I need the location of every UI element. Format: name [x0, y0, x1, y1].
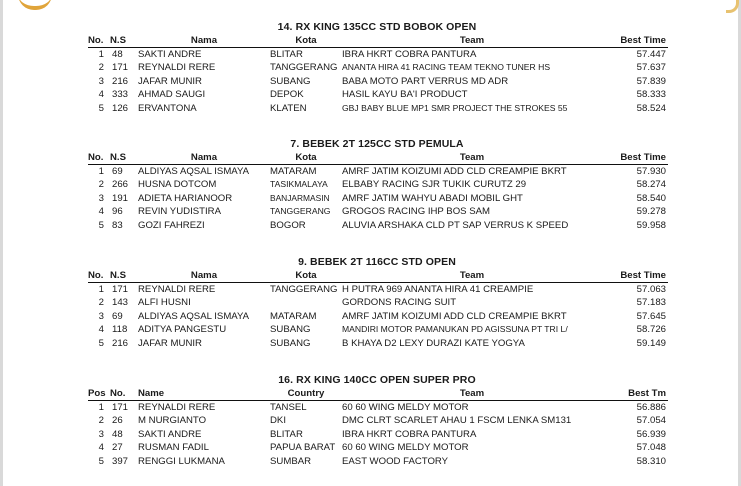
cell-kota: BLITAR: [270, 49, 303, 60]
cell-name: RUSMAN FADIL: [138, 442, 209, 454]
header-row: [88, 270, 668, 283]
cell-no: 1: [98, 284, 104, 295]
cell-no: 27: [112, 442, 123, 454]
cell-nama: ALDIYAS AQSAL ISMAYA: [138, 166, 250, 177]
cell-time: 57.447: [636, 49, 666, 60]
cell-ns: 69: [112, 310, 123, 322]
cell-pos: 5: [98, 455, 104, 467]
cell-kota: KLATEN: [270, 102, 307, 114]
cell-team: ELBABY RACING SJR TUKIK CURUTZ 29: [342, 179, 527, 191]
col-nama: Nama: [138, 152, 270, 165]
table-row: [88, 178, 668, 191]
table-row: [88, 88, 668, 101]
cell-team: MANDIRI MOTOR PAMANUKAN PD AGISSUNA PT TRI L/: [342, 324, 568, 335]
table-row: [88, 441, 668, 454]
cell-country: PAPUA BARAT: [270, 442, 336, 454]
cell-nama: ALFI HUSNI: [138, 297, 191, 309]
cell-time: 58.726: [636, 324, 666, 336]
cell-no: 2: [98, 179, 104, 191]
cell-name: M NURGIANTO: [138, 415, 207, 427]
cell-ns: 118: [112, 324, 128, 336]
table-row: [88, 414, 668, 427]
col-team: Team: [342, 388, 602, 401]
cell-team: 60 60 WING MELDY MOTOR: [342, 402, 469, 413]
race-title: 9. BEBEK 2T 116CC STD OPEN: [298, 256, 456, 268]
cell-team: GORDONS RACING SUIT: [342, 297, 457, 309]
cell-time: 56.886: [636, 402, 666, 413]
cell-nama: JAFAR MUNIR: [138, 337, 202, 349]
cell-kota: MATARAM: [270, 310, 317, 322]
cell-team: B KHAYA D2 LEXY DURAZI KATE YOGYA: [342, 337, 525, 349]
cell-time: 59.149: [636, 337, 666, 349]
table-row: [88, 455, 668, 468]
cell-kota: TANGGERANG: [270, 62, 338, 74]
cell-no: 3: [98, 192, 104, 204]
table-row: [88, 323, 668, 336]
cell-ns: 333: [112, 89, 129, 101]
col-best-time: Best Time: [602, 35, 668, 48]
cell-time: 59.278: [636, 206, 666, 218]
cell-name: SAKTI ANDRE: [138, 428, 202, 440]
col-team: Team: [342, 152, 602, 165]
cell-no: 5: [98, 337, 104, 349]
cell-time: 59.958: [636, 219, 666, 231]
logo-swoosh: [18, 0, 52, 10]
cell-time: 58.540: [636, 192, 666, 204]
cell-ns: 48: [112, 49, 123, 60]
table-row: [88, 192, 668, 205]
cell-nama: ADIETA HARIANOOR: [138, 192, 233, 204]
cell-time: 57.054: [636, 415, 666, 427]
results-table: [88, 152, 668, 232]
cell-time: 58.524: [636, 102, 666, 114]
table-row: [88, 401, 668, 415]
cell-kota: TANGGERANG: [270, 206, 331, 217]
table-row: [88, 337, 668, 350]
cell-team: GROGOS RACING IHP BOS SAM: [342, 206, 491, 218]
col-no: No.: [88, 35, 110, 48]
cell-nama: REYNALDI RERE: [138, 284, 216, 295]
cell-time: 57.839: [636, 75, 666, 87]
cell-time: 58.333: [636, 89, 666, 101]
cell-no: 2: [98, 62, 104, 74]
cell-ns: 216: [112, 75, 129, 87]
cell-ns: 143: [112, 297, 129, 309]
cell-team: DMC CLRT SCARLET AHAU 1 FSCM LENKA SM131: [342, 415, 572, 427]
cell-ns: 191: [112, 192, 129, 204]
cell-no: 48: [112, 428, 123, 440]
cell-no: 5: [98, 102, 104, 114]
cell-time: 57.183: [636, 297, 666, 309]
table-row: [88, 296, 668, 309]
cell-nama: AHMAD SAUGI: [138, 89, 206, 101]
col-ns: N.S: [110, 270, 138, 283]
cell-kota: SUBANG: [270, 324, 311, 336]
cell-kota: TASIKMALAYA: [270, 179, 328, 190]
race-title: 16. RX KING 140CC OPEN SUPER PRO: [278, 374, 476, 386]
cell-no: 4: [98, 206, 104, 218]
table-row: [88, 48, 668, 62]
cell-nama: REVIN YUDISTIRA: [138, 206, 221, 218]
results-table: [88, 388, 668, 468]
cell-nama: REYNALDI RERE: [138, 62, 216, 74]
cell-time: 57.645: [636, 310, 666, 322]
cell-no: 397: [112, 455, 129, 467]
col-ns: N.S: [110, 152, 138, 165]
header-row: [88, 152, 668, 165]
col-nama: Nama: [138, 35, 270, 48]
col-kota: Kota: [270, 152, 342, 165]
cell-team: HASIL KAYU BA'I PRODUCT: [342, 89, 468, 101]
cell-name: RENGGI LUKMANA: [138, 455, 225, 467]
cell-time: 57.063: [636, 284, 666, 295]
cell-time: 57.637: [636, 62, 666, 74]
cell-no: 4: [98, 324, 104, 336]
cell-pos: 2: [98, 415, 104, 427]
col-pos: Pos: [88, 388, 110, 401]
header-row: [88, 388, 668, 401]
col-team: Team: [342, 270, 602, 283]
cell-country: TANSEL: [270, 402, 307, 413]
cell-kota: BOGOR: [270, 219, 306, 231]
cell-country: BLITAR: [270, 428, 303, 440]
cell-kota: MATARAM: [270, 166, 317, 177]
cell-no: 26: [112, 415, 123, 427]
results-table: [88, 270, 668, 350]
cell-no: 171: [112, 402, 129, 413]
cell-team: IBRA HKRT COBRA PANTURA: [342, 428, 477, 440]
cell-nama: SAKTI ANDRE: [138, 49, 202, 60]
cell-team: ALUVIA ARSHAKA CLD PT SAP VERRUS K SPEED: [342, 219, 569, 231]
col-name: Name: [138, 388, 270, 401]
col-best-tm: Best Tm: [602, 388, 668, 401]
race-section-bebek-125: [88, 136, 666, 232]
table-row: [88, 102, 668, 115]
cell-team: H PUTRA 969 ANANTA HIRA 41 CREAMPIE: [342, 284, 534, 295]
col-nama: Nama: [138, 270, 270, 283]
header-decoration: [0, 0, 741, 10]
cell-team: IBRA HKRT COBRA PANTURA: [342, 49, 477, 60]
race-section-bebek-116: [88, 254, 666, 350]
cell-no: 2: [98, 297, 104, 309]
cell-time: 58.310: [636, 455, 666, 467]
col-best-time: Best Time: [602, 152, 668, 165]
cell-nama: JAFAR MUNIR: [138, 75, 202, 87]
cell-team: ANANTA HIRA 41 RACING TEAM TEKNO TUNER HS: [342, 62, 551, 73]
cell-pos: 4: [98, 442, 104, 454]
cell-no: 5: [98, 219, 104, 231]
cell-pos: 1: [98, 402, 104, 413]
race-section-rx-king-135: [88, 19, 666, 115]
cell-ns: 96: [112, 206, 123, 218]
cell-ns: 69: [112, 166, 123, 177]
cell-team: AMRF JATIM WAHYU ABADI MOBIL GHT: [342, 192, 523, 204]
cell-ns: 266: [112, 179, 129, 191]
cell-team: AMRF JATIM KOIZUMI ADD CLD CREAMPIE BKRT: [342, 310, 567, 322]
cell-kota: [270, 296, 342, 309]
race-title: 7. BEBEK 2T 125CC STD PEMULA: [290, 138, 464, 150]
cell-ns: 216: [112, 337, 129, 349]
cell-nama: HUSNA DOTCOM: [138, 179, 217, 191]
table-row: [88, 165, 668, 179]
cell-team: BABA MOTO PART VERRUS MD ADR: [342, 75, 509, 87]
col-no: No.: [110, 388, 138, 401]
cell-no: 4: [98, 89, 104, 101]
col-team: Team: [342, 35, 602, 48]
table-row: [88, 61, 668, 74]
cell-nama: ADITYA PANGESTU: [138, 324, 227, 336]
col-ns: N.S: [110, 35, 138, 48]
cell-team: EAST WOOD FACTORY: [342, 455, 449, 467]
cell-kota: BANJARMASIN: [270, 192, 330, 203]
table-row: [88, 283, 668, 297]
cell-ns: 126: [112, 102, 129, 114]
cell-kota: TANGGERANG: [270, 284, 338, 295]
table-row: [88, 75, 668, 88]
cell-team: 60 60 WING MELDY MOTOR: [342, 442, 469, 454]
cell-time: 56.939: [636, 428, 666, 440]
cell-kota: SUBANG: [270, 337, 311, 349]
cell-time: 58.274: [636, 179, 666, 191]
race-title: 14. RX KING 135CC STD BOBOK OPEN: [277, 21, 477, 33]
col-no: No.: [88, 270, 110, 283]
cell-team: GBJ BABY BLUE MP1 SMR PROJECT THE STROKES 55: [342, 102, 568, 113]
cell-nama: ERVANTONA: [138, 102, 197, 114]
cell-team: AMRF JATIM KOIZUMI ADD CLD CREAMPIE BKRT: [342, 166, 567, 177]
cell-no: 3: [98, 75, 104, 87]
cell-country: DKI: [270, 415, 286, 427]
cell-nama: ALDIYAS AQSAL ISMAYA: [138, 310, 250, 322]
table-row: [88, 219, 668, 232]
cell-ns: 83: [112, 219, 123, 231]
cell-name: REYNALDI RERE: [138, 402, 216, 413]
table-row: [88, 310, 668, 323]
cell-no: 1: [98, 166, 104, 177]
cell-time: 57.048: [636, 442, 666, 454]
cell-nama: GOZI FAHREZI: [138, 219, 205, 231]
col-country: Country: [270, 388, 342, 401]
race-section-rx-king-140: [88, 372, 666, 468]
col-kota: Kota: [270, 35, 342, 48]
col-best-time: Best Time: [602, 270, 668, 283]
cell-no: 1: [98, 49, 104, 60]
col-kota: Kota: [270, 270, 342, 283]
cell-ns: 171: [112, 62, 129, 74]
col-no: No.: [88, 152, 110, 165]
cell-country: SUMBAR: [270, 455, 312, 467]
cell-time: 57.930: [636, 166, 666, 177]
table-row: [88, 428, 668, 441]
table-row: [88, 205, 668, 218]
cell-no: 3: [98, 310, 104, 322]
header-row: [88, 35, 668, 48]
cell-kota: DEPOK: [270, 89, 304, 101]
cell-kota: SUBANG: [270, 75, 311, 87]
results-table: [88, 35, 668, 115]
cell-ns: 171: [112, 284, 129, 295]
cell-pos: 3: [98, 428, 104, 440]
